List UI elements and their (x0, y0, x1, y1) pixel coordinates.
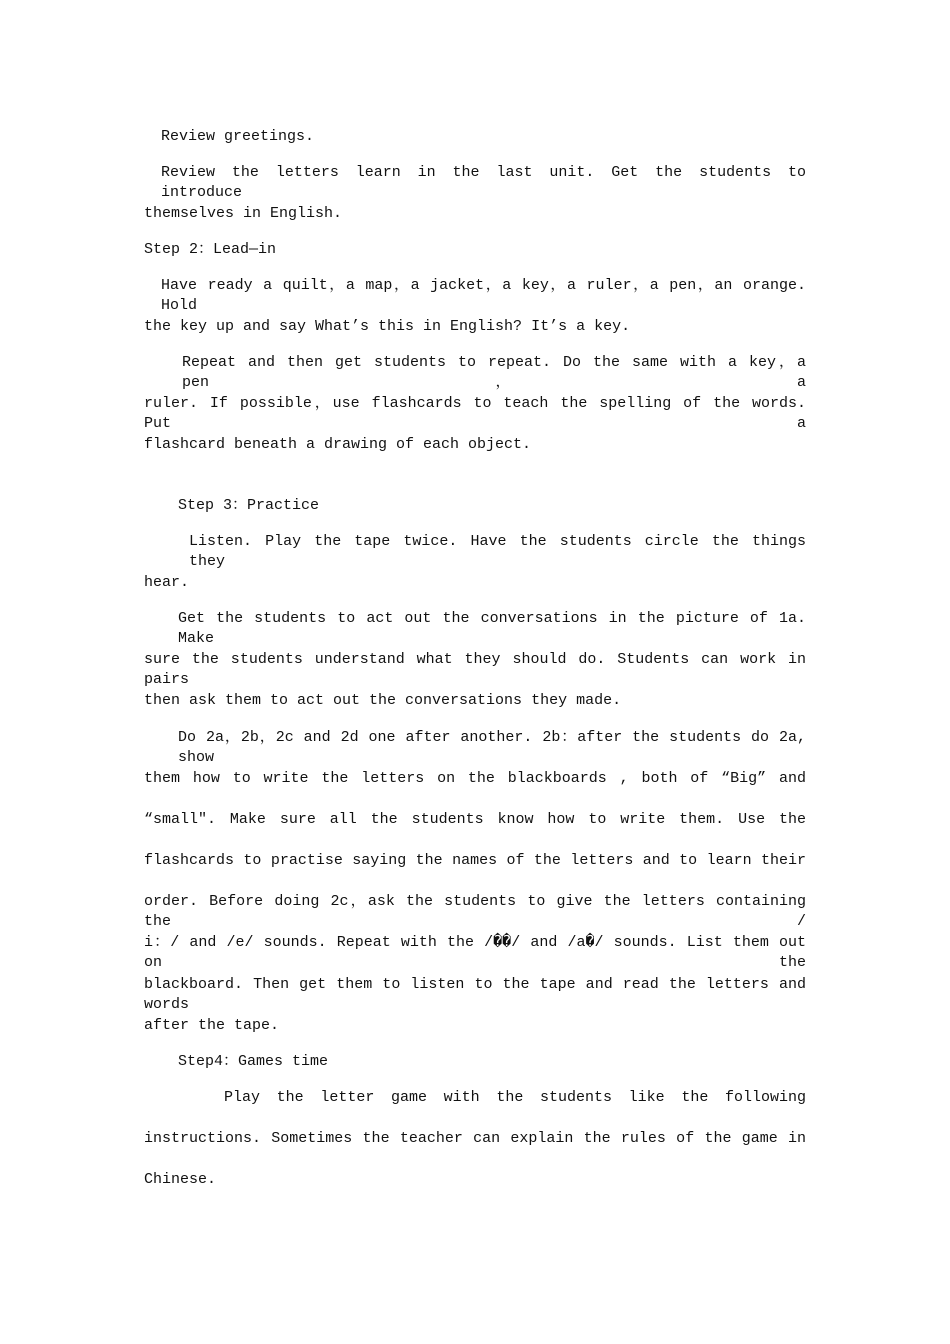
text-line-ruler: ruler. If possible，use flashcards to teach the spelling of the words. Put a (144, 395, 806, 432)
text-line-review-greetings: Review greetings. (161, 128, 315, 145)
text-line-after-tape: after the tape. (144, 1017, 280, 1034)
text-line-blackboard: blackboard. Then get them to listen to the tape and read the letters and words (144, 976, 806, 1013)
text-line-act-out: Get the students to act out the conversations in the picture of 1a. Make (178, 610, 806, 647)
step-4-heading: Step4：Games time (178, 1053, 329, 1070)
text-line-themselves: themselves in English. (144, 205, 343, 222)
step-3-heading: Step 3：Practice (178, 497, 320, 514)
text-line-hear: hear. (144, 574, 190, 591)
text-line-order: order. Before doing 2c，ask the students to give the letters containing the / (144, 893, 806, 930)
text-line-flashcards: flashcards to practise saying the names of the letters and to learn their (144, 852, 806, 869)
text-line-instructions: instructions. Sometimes the teacher can explain the rules of the game in (144, 1130, 806, 1147)
text-line-do-2a: Do 2a，2b，2c and 2d one after another. 2b：after the students do 2a, show (178, 729, 806, 766)
text-line-chinese: Chinese. (144, 1171, 217, 1188)
text-line-flashcard-beneath: flashcard beneath a drawing of each object. (144, 436, 532, 453)
step-2-heading: Step 2：Lead—in (144, 241, 277, 258)
text-line-listen: Listen. Play the tape twice. Have the students circle the things they (189, 533, 806, 570)
text-line-have-ready: Have ready a quilt，a map，a jacket，a key，a ruler，a pen，an orange. Hold (161, 277, 806, 314)
text-line-how-to-write: them how to write the letters on the blackboards , both of “Big” and (144, 770, 806, 787)
text-line-then-ask: then ask them to act out the conversations they made. (144, 692, 622, 709)
text-line-sounds: i：/ and /e/ sounds. Repeat with the /��/ and /a�/ sounds. List them out on the (144, 934, 806, 971)
text-line-review-letters: Review the letters learn in the last unit. Get the students to introduce (161, 164, 806, 201)
text-line-key-up: the key up and say What’s this in English? It’s a key. (144, 318, 631, 335)
text-line-play-letter-game: Play the letter game with the students like the following (224, 1089, 806, 1106)
text-line-small: “small″. Make sure all the students know how to write them. Use the (144, 811, 806, 828)
text-line-sure: sure the students understand what they should do. Students can work in pairs (144, 651, 806, 688)
text-line-repeat: Repeat and then get students to repeat. Do the same with a key，a pen，a (182, 354, 806, 391)
